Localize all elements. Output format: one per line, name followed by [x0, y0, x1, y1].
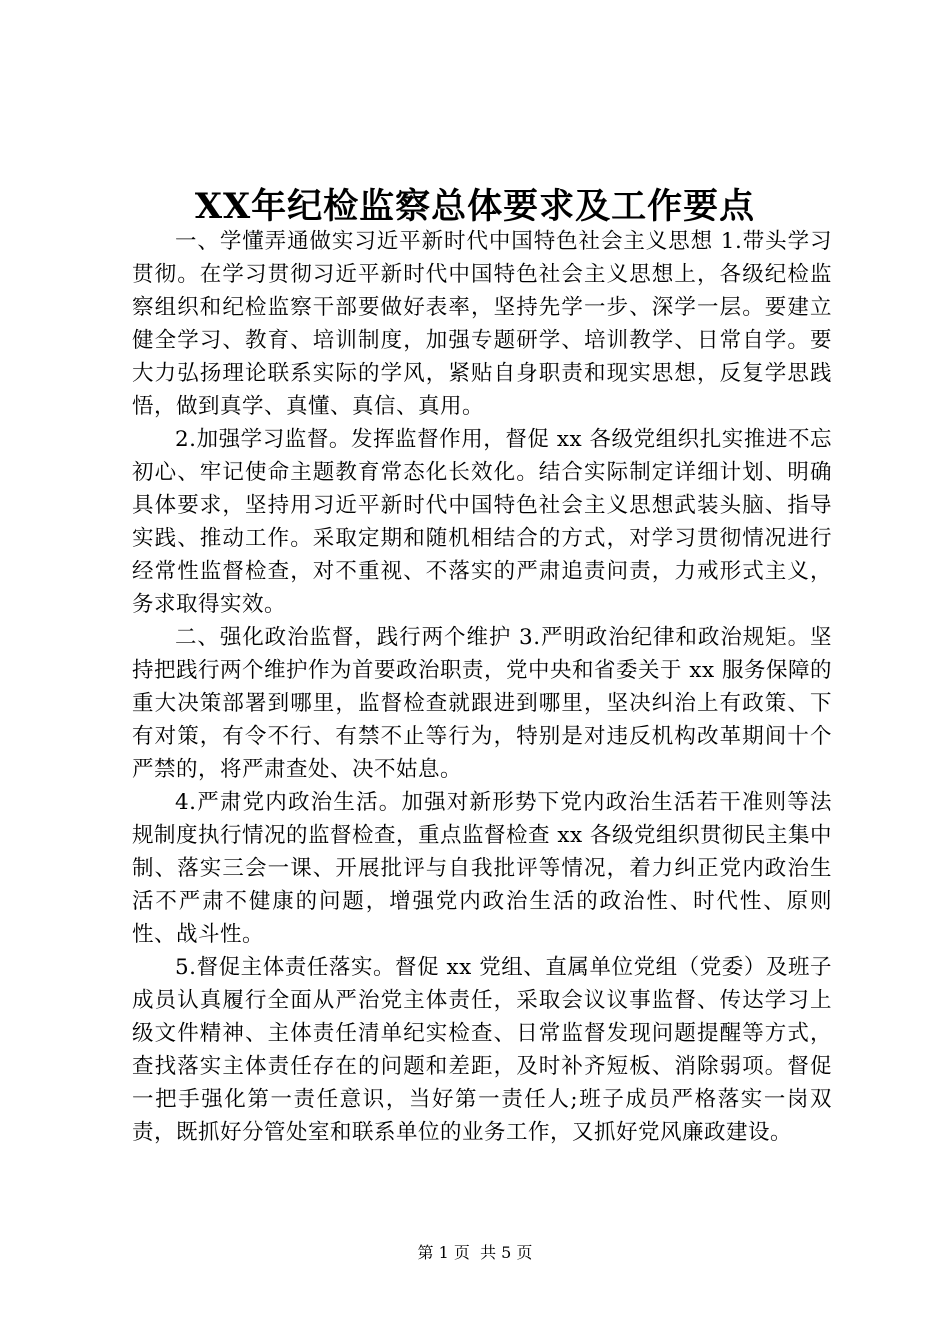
footer-separator — [470, 1243, 480, 1262]
page-number: 第 1 页 — [417, 1243, 470, 1262]
paragraph-4: 4.严肃党内政治生活。加强对新形势下党内政治生活若干准则等法规制度执行情况的监督检查，重点监督检查 xx 各级党组织贯彻民主集中制、落实三会一课、开展批评与自我批评等情况，着力纠正党内政治生活不严肃不健康的问题，增强党内政治生活的政治性、时代性、原则性、战斗性。 — [132, 790, 832, 947]
page-footer — [0, 1243, 950, 1263]
page-total: 共 5 页 — [480, 1243, 533, 1262]
document-title: XX年纪检监察总体要求及工作要点 — [194, 186, 756, 228]
paragraph-3: 二、强化政治监督，践行两个维护 3.严明政治纪律和政治规矩。坚持把践行两个维护作为首要政治职责，党中央和省委关于 xx 服务保障的重大决策部署到哪里，监督检查就跟进到哪里，坚决纠治上有政策、下有对策，有令不行、有禁不止等行为，特别是对违反机构改革期间十个严禁的，将严肃查处、决不姑息。 — [132, 625, 832, 782]
document-body — [132, 225, 832, 1149]
paragraph-1: 一、学懂弄通做实习近平新时代中国特色社会主义思想 1.带头学习贯彻。在学习贯彻习近平新时代中国特色社会主义思想上，各级纪检监察组织和纪检监察干部要做好表率，坚持先学一步、深学一层。要建立健全学习、教育、培训制度，加强专题研学、培训教学、日常自学。要大力弘扬理论联系实际的学风，紧贴自身职责和现实思想，反复学思践悟，做到真学、真懂、真信、真用。 — [132, 229, 832, 419]
paragraph-2: 2.加强学习监督。发挥监督作用，督促 xx 各级党组织扎实推进不忘初心、牢记使命主题教育常态化长效化。结合实际制定详细计划、明确具体要求，坚持用习近平新时代中国特色社会主义思想武装头脑、指导实践、推动工作。采取定期和随机相结合的方式，对学习贯彻情况进行经常性监督检查，对不重视、不落实的严肃追责问责，力戒形式主义，务求取得实效。 — [132, 427, 832, 617]
paragraph-5: 5.督促主体责任落实。督促 xx 党组、直属单位党组（党委）及班子成员认真履行全面从严治党主体责任，采取会议议事监督、传达学习上级文件精神、主体责任清单纪实检查、日常监督发现问题提醒等方式，查找落实主体责任存在的问题和差距，及时补齐短板、消除弱项。督促一把手强化第一责任意识，当好第一责任人;班子成员严格落实一岗双责，既抓好分管处室和联系单位的业务工作，又抓好党风廉政建设。 — [132, 955, 832, 1145]
